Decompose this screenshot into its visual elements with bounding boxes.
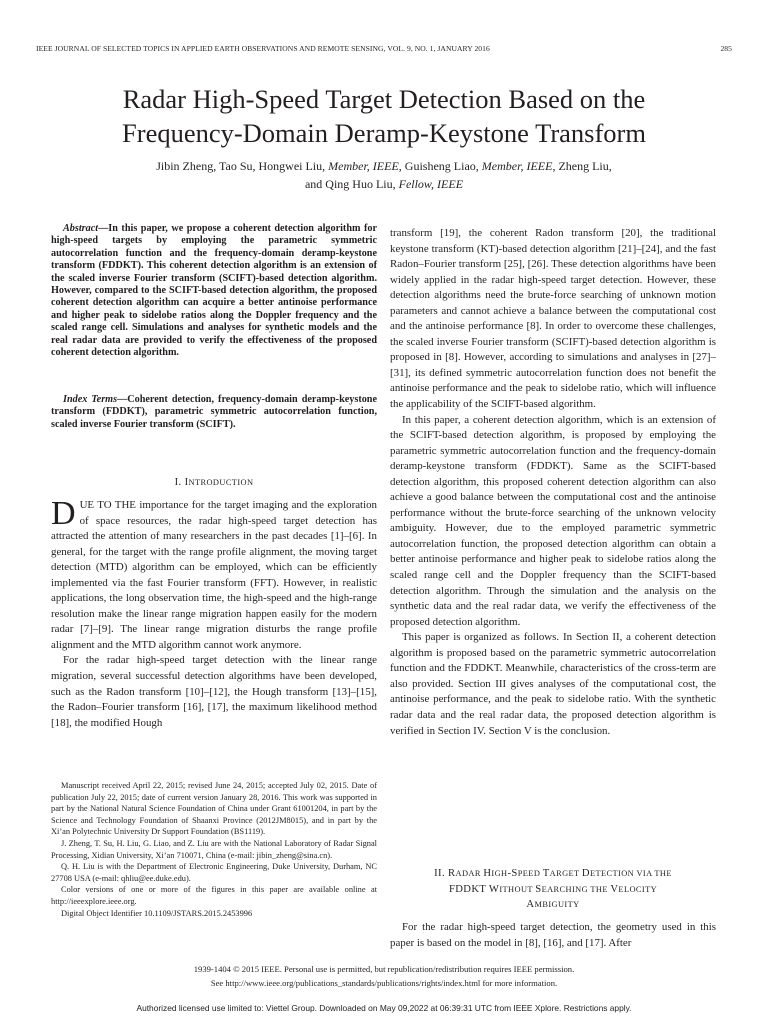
heading-part: ETECTION VIA THE xyxy=(589,869,672,878)
heading-part: ARGET xyxy=(549,869,582,878)
author-line-2 xyxy=(60,175,708,193)
heading-part: ELOCITY xyxy=(618,884,658,894)
copyright-line-1: 1939-1404 © 2015 IEEE. Personal use is permitted, but republication/redistribution requires IEEE permission. xyxy=(193,964,575,974)
footnote-affiliation-1: J. Zheng, T. Su, H. Liu, G. Liao, and Z. Liu are with the National Laboratory of Radar Signal Processing, Xidian University, Xi’an 710071, China (e-mail: jibin_zheng@sina.cn). xyxy=(51,838,377,860)
abstract-text: —In this paper, we propose a coherent detection algorithm for high-speed targets by employing the parametric symmetric autocorrelation function and the frequency-domain deramp-keystone transform (FDDKT). This coherent detection algorithm is an extension of the scaled inverse Fourier transform (SCIFT)-based detection algorithm. However, compared to the SCIFT-based detection algorithm, the proposed coherent detection algorithm can acquire a better antinoise performance and higher peak to sidelobe ratios along the Doppler frequency and the scaled range cell. Simulations and analyses for synthetic models and the real radar data are provided to verify the effectiveness of the proposed coherent detection algorithm. xyxy=(51,223,377,359)
footnote-affiliation-2: Q. H. Liu is with the Department of Electronic Engineering, Duke University, Durham, NC 27708 USA (e-mail: qhliu@ee.duke.edu). xyxy=(51,862,377,883)
authors-text: Jibin Zheng, Tao Su, Hongwei Liu, xyxy=(156,159,329,173)
footnote-manuscript: Manuscript received April 22, 2015; revised June 24, 2015; accepted July 02, 2015. Date of publication July 22, 2015; date of current version January 28, 2016. This work was supported in part by the National Natural Science Foundation of China under Grant 61001204, in part by the Science and Technology Foundation of Shaanxi Province (2012JM8015), and in part by the Xi’an Polytechnic University Dr Support Foundation (BS1119). xyxy=(51,781,377,837)
heading-part: S xyxy=(535,883,542,895)
intro-paragraph-2: For the radar high-speed target detection with the linear range migration, several successful detection algorithms have been developed, such as the Radon transform [10]–[12], the Hough transform [13]–[15], the Radon–Fourier transform [16], [17], the maximum likelihood method [18], the modified Hough xyxy=(51,654,377,729)
author-list xyxy=(60,157,708,193)
section-2-line-1 xyxy=(390,866,716,882)
heading-part: PEED xyxy=(517,869,543,878)
author-line-1 xyxy=(60,157,708,175)
authors-text: , Guisheng Liao, xyxy=(398,159,482,173)
footnote-doi: Digital Object Identifier 10.1109/JSTARS.2015.2453996 xyxy=(61,908,253,918)
heading-part: MBIGUITY xyxy=(534,900,580,909)
abstract-label: Abstract xyxy=(63,223,99,234)
heading-part: A xyxy=(526,899,535,910)
journal-name: IEEE JOURNAL OF SELECTED TOPICS IN APPLIED EARTH OBSERVATIONS AND REMOTE SENSING, VOL. 9, NO. 1, JANUARY 2016 xyxy=(36,44,490,53)
section-2-line-2 xyxy=(390,882,716,898)
section-heading-introduction xyxy=(51,477,377,488)
authors-text: , Zheng Liu, xyxy=(552,159,612,173)
heading-part: EARCHING THE xyxy=(541,884,611,894)
authors-text: and Qing Huo Liu, xyxy=(304,177,399,191)
footnote-color-versions: Color versions of one or more of the figures in this paper are available online at http://ieeexplore.ieee.org. xyxy=(51,885,377,906)
intro-paragraph-1: UE TO THE importance for the target imaging and the exploration of space resources, the radar high-speed target detection has attracted the attention of many researchers in the past decades [1]–[6]. In general, for the target with the range profile alignment, the moving target detection (MTD) algorithm can be employed, which can be efficiently implemented via the fast Fourier transform (FFT). However, in realistic applications, the long observation time, the high-speed and the high-range resolution make the linear range migration happen easily for the modern radar [7]–[9]. The linear range migration disturbs the range profile alignment and the MTD algorithm cannot work anymore. xyxy=(51,499,377,651)
heading-part: H xyxy=(483,868,492,879)
title-line-1: Radar High-Speed Target Detection Based on the xyxy=(122,84,646,114)
index-terms-label: Index Terms xyxy=(63,394,118,405)
heading-part: T xyxy=(542,868,550,879)
heading-part: V xyxy=(610,883,619,895)
fellow-title: Fellow, IEEE xyxy=(398,177,464,191)
right-paragraph-2: In this paper, a coherent detection algorithm, which is an extension of the SCIFT-based detection algorithm, is proposed by employing the parametric symmetric autocorrelation function and the frequency-domain deramp-keystone transform (FDDKT). Same as the SCIFT-based detection algorithm, this proposed coherent detection algorithm can also achieve a good balance between the computational cost and the antinoise performance without the brute-force searching of the unknown velocity ambiguity. However, due to the employed parametric symmetric autocorrelation function, the proposed detection algorithm can obtain a better antinoise performance and higher peak to sidelobe ratios along the scaled range cell and the Doppler frequency than the SCIFT-based detection algorithm. Through the simulation and the analysis on the synthetic data and the real radar data, we verify the effectiveness of the proposed detection algorithm. xyxy=(390,413,716,628)
section-title-rest: NTRODUCTION xyxy=(188,478,254,487)
heading-part: D xyxy=(581,868,590,879)
heading-part: ADAR xyxy=(455,869,484,878)
copyright-notice xyxy=(0,963,768,990)
member-title: Member, IEEE xyxy=(481,159,553,173)
right-column xyxy=(390,226,716,739)
section-number: I. xyxy=(174,477,185,488)
heading-part: -S xyxy=(507,868,518,879)
paper-title xyxy=(0,82,768,150)
copyright-line-2: See http://www.ieee.org/publications_standards/publications/rights/index.html for more information. xyxy=(210,977,558,988)
section-heading-2 xyxy=(390,866,716,913)
heading-part: II. R xyxy=(434,868,456,879)
heading-part: ITHOUT xyxy=(499,884,536,894)
introduction-body xyxy=(51,495,377,731)
footnotes xyxy=(51,780,377,919)
section-title-initial: I xyxy=(184,477,189,488)
right-paragraph-3: This paper is organized as follows. In Section II, a coherent detection algorithm is proposed based on the parametric symmetric autocorrelation function and the FDDKT. Meanwhile, characteristics of the cross-term are also provided. Section III gives analyses of the computational cost, the antinoise performance, and the peak to sidelobe ratio. With the synthetic radar data and the real radar data, the proposed detection algorithm is verified in Section IV. Section V is the conclusion. xyxy=(390,631,716,737)
right-paragraph-1: transform [19], the coherent Radon transform [20], the traditional keystone transform (KT)-based detection algorithm [21]–[24], and the fast Radon–Fourier transform [25], [26]. These detection algorithms have been widely applied in the radar high-speed target detection. However, these detection algorithms need the brute-force searching of unknown motion parameters and cannot achieve a balance between the computational cost and the antinoise performance [8]. In order to overcome these challenges, the scaled inverse Fourier transform (SCIFT)-based detection algorithm is proposed in [8]. However, according to simulations and analyses in [27]–[31], its defined symmetric autocorrelation function does not benefit the antinoise performance and the peak to sidelobe ratio, which will influence the applicability of the SCIFT-based algorithm. xyxy=(390,227,716,411)
running-header xyxy=(36,44,732,53)
index-terms xyxy=(51,394,377,431)
section-2-line-3 xyxy=(390,897,716,913)
index-terms-text: —Coherent detection, frequency-domain deramp-keystone transform (FDDKT), parametric symmetric autocorrelation function, scaled inverse Fourier transform (SCIFT). xyxy=(51,394,377,430)
authorized-use-notice: Authorized licensed use limited to: Viettel Group. Downloaded on May 09,2022 at 06:39:31 UTC from IEEE Xplore. Restrictions apply. xyxy=(136,1003,632,1013)
member-title: Member, IEEE xyxy=(328,159,399,173)
drop-cap: D xyxy=(51,495,76,532)
section-2-body xyxy=(390,920,716,951)
heading-part: IGH xyxy=(491,869,508,878)
title-line-2: Frequency-Domain Deramp-Keystone Transform xyxy=(122,118,646,148)
heading-part: FDDKT W xyxy=(448,883,500,895)
abstract xyxy=(51,223,377,359)
section-2-paragraph-1: For the radar high-speed target detection, the geometry used in this paper is based on the model in [8], [16], and [17]. After xyxy=(390,921,716,949)
page-number: 285 xyxy=(720,44,732,53)
